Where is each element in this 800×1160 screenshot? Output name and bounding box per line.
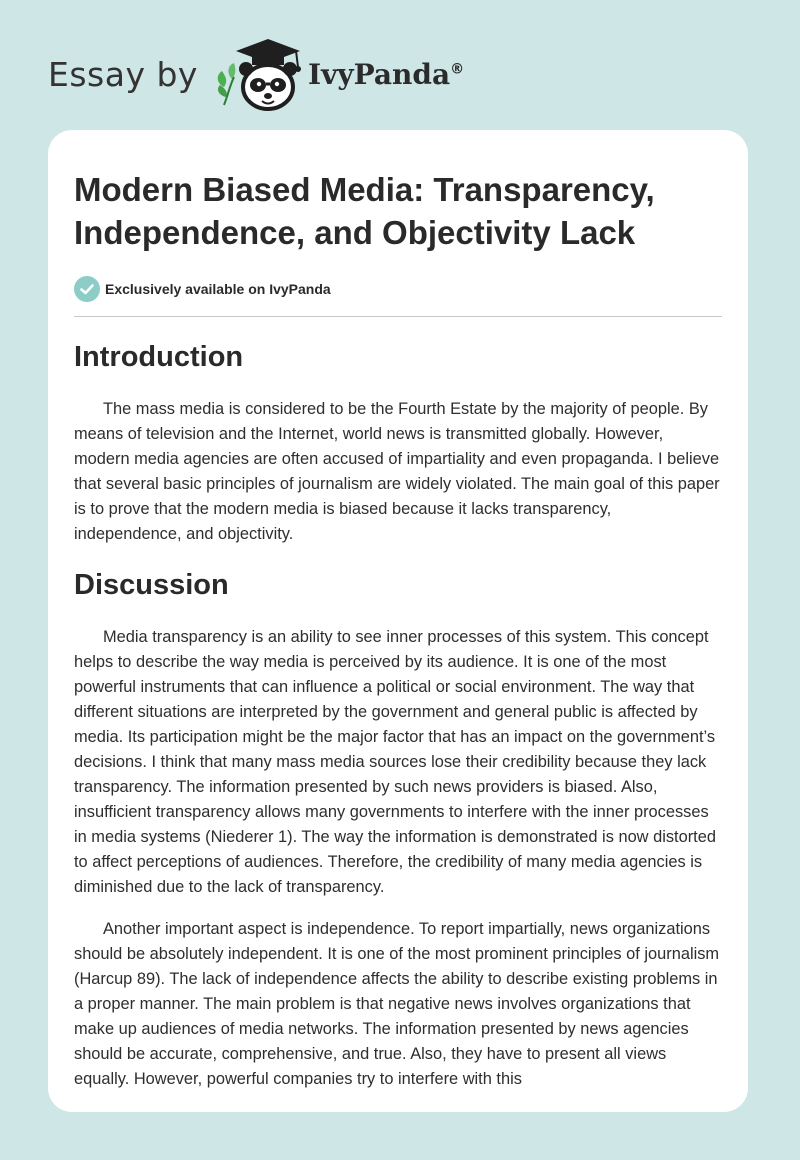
paragraph: Media transparency is an ability to see inner processes of this system. This concept helps to describe the way media is perceived by its audience. It is one of the most powerful instruments that can influence a political or social environment. The way that different situations are interpreted by the government and general public is affected by media. Its participation might be the major factor that has an impact on the government’s decisions. I think that many mass media sources lose their credibility because they lack transparency. The information presented by such news providers is biased. Also, insufficient transparency allows many governments to interfere with the inner processes in media systems (Niederer 1). The way the information is demonstrated is now distorted to affect perceptions of audiences. Therefore, the credibility of many media agencies is diminished due to the lack of transparency.: [74, 628, 716, 896]
article-title: Modern Biased Media: Transparency, Independence, and Objectivity Lack: [74, 171, 655, 251]
ivy-leaf-icon: [218, 63, 236, 105]
registered-mark: ®: [450, 61, 465, 78]
paragraph: Another important aspect is independence. To report impartially, news organizations should be absolutely independent. It is one of the most prominent principles of journalism (Harcup 89). The lack of independence affects the ability to describe existing problems in a proper manner. The main problem is that negative news involves organizations that make up audiences of media networks. The information presented by news agencies should be accurate, comprehensive, and true. Also, they have to present all views equally. However, powerful companies try to interfere with this: [74, 920, 720, 1088]
brand-name-text: IvyPanda: [307, 57, 451, 91]
section-heading-introduction: Introduction: [74, 341, 244, 373]
brand-header[interactable]: [48, 34, 464, 114]
article-card: [48, 130, 748, 1112]
title-divider: [74, 316, 722, 317]
badge-text: Exclusively available on IvyPanda: [105, 281, 331, 297]
brand-name: [308, 58, 464, 91]
exclusive-badge: [74, 276, 722, 302]
panda-logo-icon: [212, 35, 304, 113]
brand-prefix: Essay by: [48, 54, 198, 94]
section-heading-discussion: Discussion: [74, 569, 229, 601]
check-circle-icon: [74, 276, 100, 302]
paragraph: The mass media is considered to be the Fourth Estate by the majority of people. By means of television and the Internet, world news is transmitted globally. However, modern media agencies are often accused of impartiality and even propaganda. I believe that several basic principles of journalism are widely violated. The main goal of this paper is to prove that the modern media is biased because it lacks transparency, independence, and objectivity.: [74, 400, 720, 543]
